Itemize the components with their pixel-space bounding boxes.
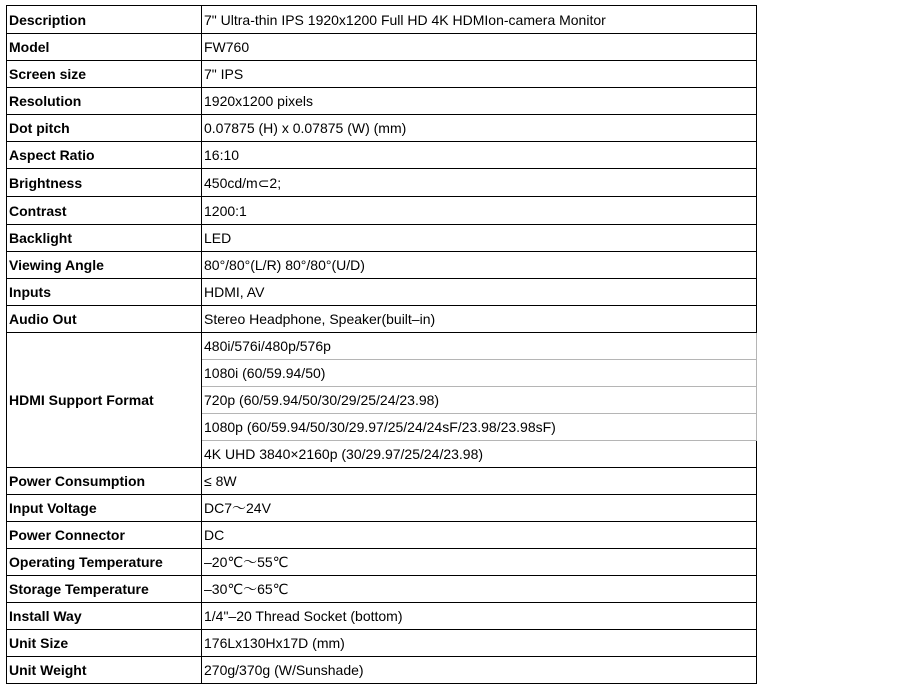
spec-label: Screen size <box>7 61 202 88</box>
spec-value: ≤ 8W <box>202 468 757 495</box>
spec-row-contrast <box>7 197 757 225</box>
spec-label: HDMI Support Format <box>7 333 202 468</box>
spec-label: Contrast <box>7 197 202 225</box>
spec-row-model <box>7 34 757 61</box>
spec-label: Aspect Ratio <box>7 142 202 169</box>
spec-value: –20℃〜55℃ <box>202 549 757 576</box>
spec-row-unit-weight <box>7 657 757 684</box>
spec-row-storage-temperature <box>7 576 757 603</box>
spec-value: Stereo Headphone, Speaker(built–in) <box>202 306 757 333</box>
spec-value: 176Lx130Hx17D (mm) <box>202 630 757 657</box>
spec-row-inputs <box>7 279 757 306</box>
spec-row-input-voltage <box>7 495 757 522</box>
hdmi-format-item: 720p (60/59.94/50/30/29/25/24/23.98) <box>202 387 757 414</box>
spec-label: Backlight <box>7 225 202 252</box>
spec-value: 1920x1200 pixels <box>202 88 757 115</box>
spec-value: LED <box>202 225 757 252</box>
spec-label: Description <box>7 6 202 34</box>
spec-value: 7" Ultra-thin IPS 1920x1200 Full HD 4K HDMIon-camera Monitor <box>202 6 757 34</box>
spec-row-audio-out <box>7 306 757 333</box>
hdmi-format-item: 1080p (60/59.94/50/30/29.97/25/24/24sF/23.98/23.98sF) <box>202 414 757 441</box>
spec-row-power-consumption <box>7 468 757 495</box>
spec-value: 0.07875 (H) x 0.07875 (W) (mm) <box>202 115 757 142</box>
spec-label: Power Consumption <box>7 468 202 495</box>
spec-label: Model <box>7 34 202 61</box>
spec-row-viewing-angle <box>7 252 757 279</box>
spec-value: –30℃〜65℃ <box>202 576 757 603</box>
spec-row-operating-temperature <box>7 549 757 576</box>
spec-value: 80°/80°(L/R) 80°/80°(U/D) <box>202 252 757 279</box>
spec-value: 270g/370g (W/Sunshade) <box>202 657 757 684</box>
spec-row-brightness <box>7 169 757 197</box>
spec-label: Input Voltage <box>7 495 202 522</box>
hdmi-format-item: 480i/576i/480p/576p <box>202 333 757 360</box>
spec-label: Dot pitch <box>7 115 202 142</box>
spec-label: Audio Out <box>7 306 202 333</box>
spec-label: Unit Size <box>7 630 202 657</box>
spec-label: Power Connector <box>7 522 202 549</box>
spec-label: Unit Weight <box>7 657 202 684</box>
spec-value: DC <box>202 522 757 549</box>
spec-label: Resolution <box>7 88 202 115</box>
spec-value: 1/4"–20 Thread Socket (bottom) <box>202 603 757 630</box>
spec-row-install-way <box>7 603 757 630</box>
spec-row-dot-pitch <box>7 115 757 142</box>
spec-value: 450cd/m⊂2; <box>202 169 757 197</box>
spec-label: Install Way <box>7 603 202 630</box>
spec-value: HDMI, AV <box>202 279 757 306</box>
spec-row-backlight <box>7 225 757 252</box>
spec-row-unit-size <box>7 630 757 657</box>
spec-row-hdmi-format <box>7 333 757 360</box>
spec-table <box>6 5 757 684</box>
hdmi-format-item: 4K UHD 3840×2160p (30/29.97/25/24/23.98) <box>202 441 757 468</box>
spec-row-screen-size <box>7 61 757 88</box>
hdmi-format-item: 1080i (60/59.94/50) <box>202 360 757 387</box>
spec-label: Inputs <box>7 279 202 306</box>
spec-row-description <box>7 6 757 34</box>
spec-value: 1200:1 <box>202 197 757 225</box>
spec-label: Brightness <box>7 169 202 197</box>
spec-value: 16:10 <box>202 142 757 169</box>
spec-row-resolution <box>7 88 757 115</box>
spec-label: Operating Temperature <box>7 549 202 576</box>
spec-table-body <box>7 6 757 684</box>
spec-label: Storage Temperature <box>7 576 202 603</box>
spec-value: FW760 <box>202 34 757 61</box>
spec-row-aspect-ratio <box>7 142 757 169</box>
spec-label: Viewing Angle <box>7 252 202 279</box>
spec-value: 7" IPS <box>202 61 757 88</box>
spec-value: DC7〜24V <box>202 495 757 522</box>
spec-row-power-connector <box>7 522 757 549</box>
